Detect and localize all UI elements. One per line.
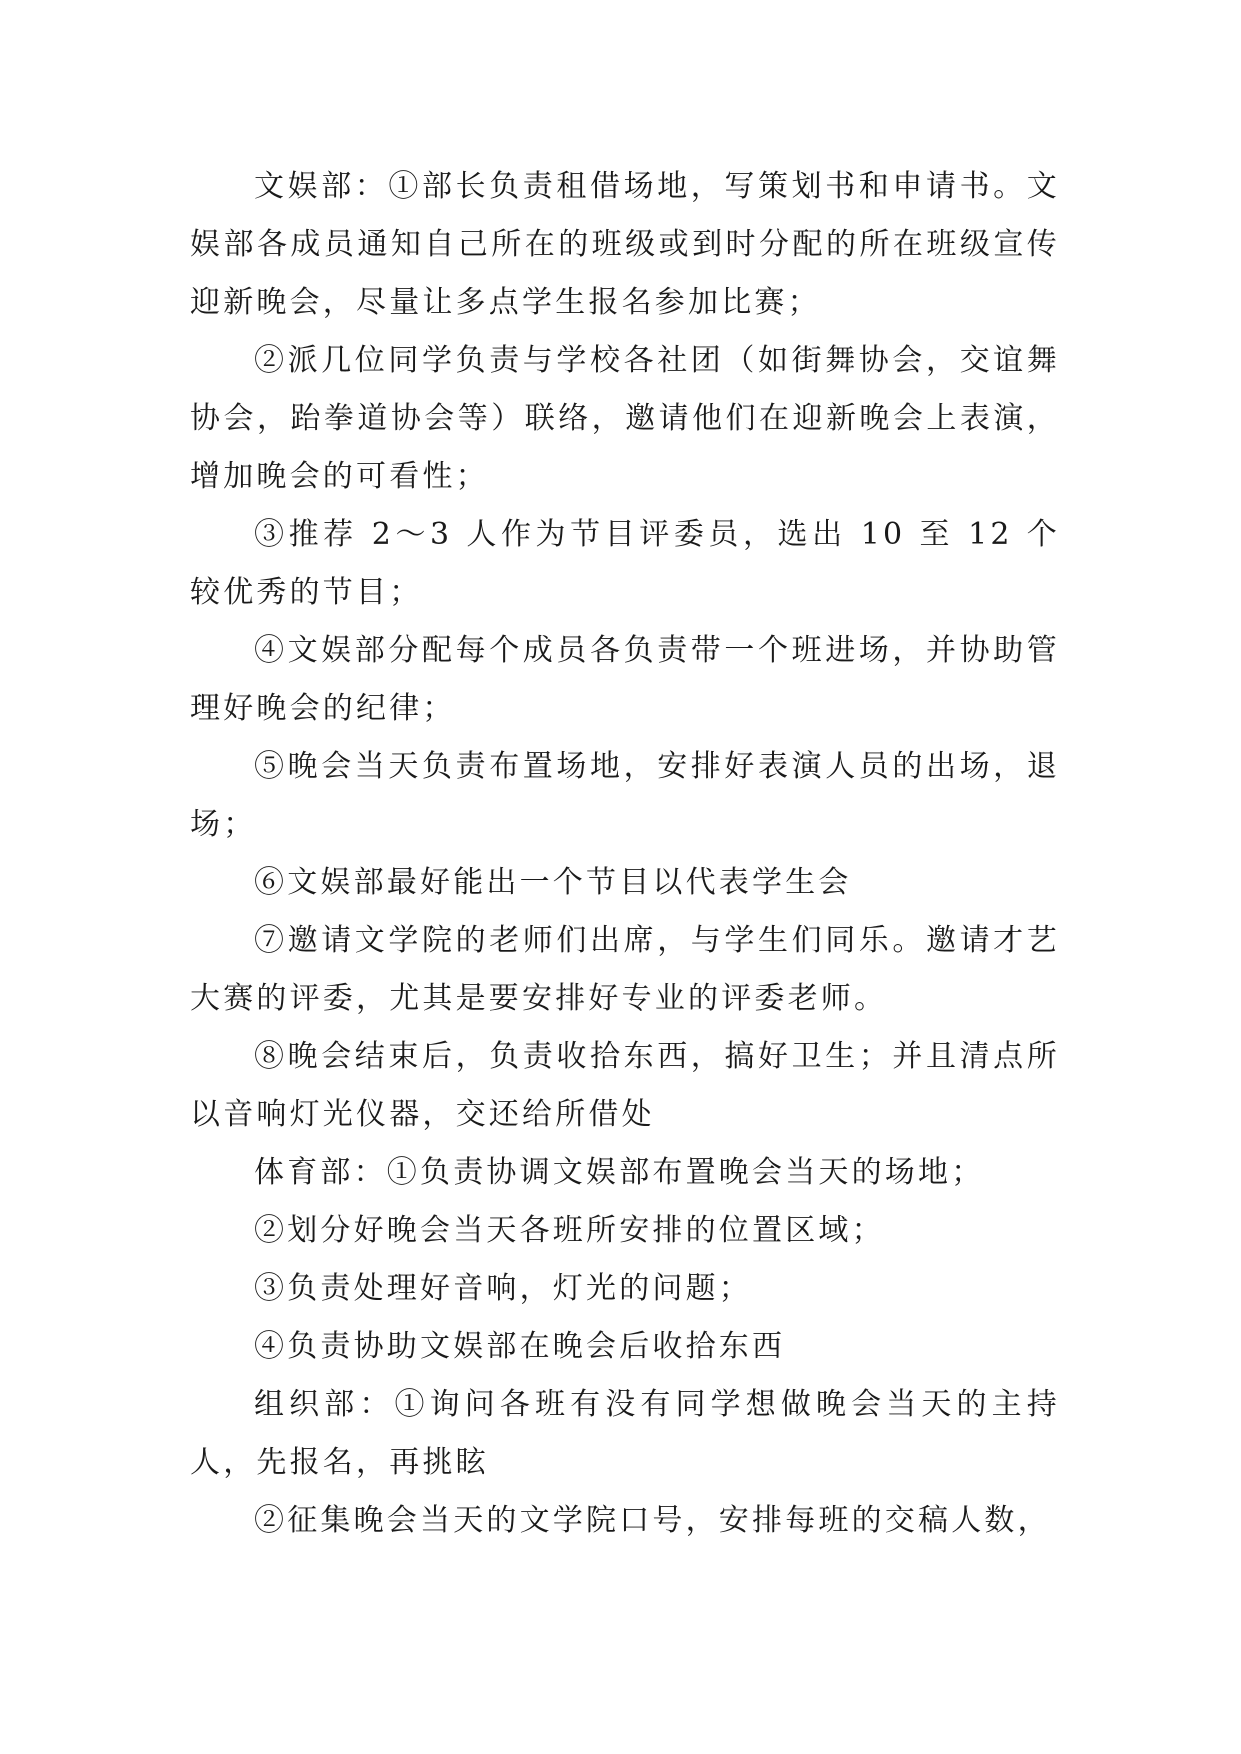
paragraph-tiyu-2: ②划分好晚会当天各班所安排的位置区域； bbox=[254, 1213, 885, 1248]
paragraph-wenyu-8: ⑧晚会结束后，负责收拾东西，搞好卫生；并且清点所以音响灯光仪器，交还给所借处 bbox=[190, 1039, 1060, 1132]
paragraph-wenyu-5: ⑤晚会当天负责布置场地，安排好表演人员的出场，退场； bbox=[190, 749, 1060, 842]
paragraph-zuzhi-1: 组织部：①询问各班有没有同学想做晚会当天的主持人，先报名，再挑眩 bbox=[190, 1387, 1060, 1480]
paragraph-wenyu-3: ③推荐 2～3 人作为节目评委员，选出 10 至 12 个较优秀的节目； bbox=[190, 517, 1060, 610]
paragraph-wenyu-1: 文娱部：①部长负责租借场地，写策划书和申请书。文娱部各成员通知自己所在的班级或到时分配的所在班级宣传迎新晚会，尽量让多点学生报名参加比赛； bbox=[190, 169, 1060, 320]
paragraph-tiyu-1: 体育部：①负责协调文娱部布置晚会当天的场地； bbox=[254, 1155, 985, 1190]
paragraph-tiyu-4: ④负责协助文娱部在晚会后收拾东西 bbox=[254, 1329, 786, 1364]
paragraph-wenyu-2: ②派几位同学负责与学校各社团（如街舞协会，交谊舞协会，跆拳道协会等）联络，邀请他们在迎新晚会上表演，增加晚会的可看性； bbox=[190, 343, 1060, 494]
paragraph-tiyu-3: ③负责处理好音响，灯光的问题； bbox=[254, 1271, 752, 1306]
paragraph-zuzhi-2: ②征集晚会当天的文学院口号，安排每班的交稿人数， bbox=[254, 1503, 1051, 1538]
paragraph-wenyu-7: ⑦邀请文学院的老师们出席，与学生们同乐。邀请才艺大赛的评委，尤其是要安排好专业的评委老师。 bbox=[190, 923, 1060, 1016]
paragraph-wenyu-6: ⑥文娱部最好能出一个节目以代表学生会 bbox=[254, 865, 852, 900]
document-body bbox=[190, 158, 1060, 1550]
paragraph-wenyu-4: ④文娱部分配每个成员各负责带一个班进场，并协助管理好晚会的纪律； bbox=[190, 633, 1060, 726]
